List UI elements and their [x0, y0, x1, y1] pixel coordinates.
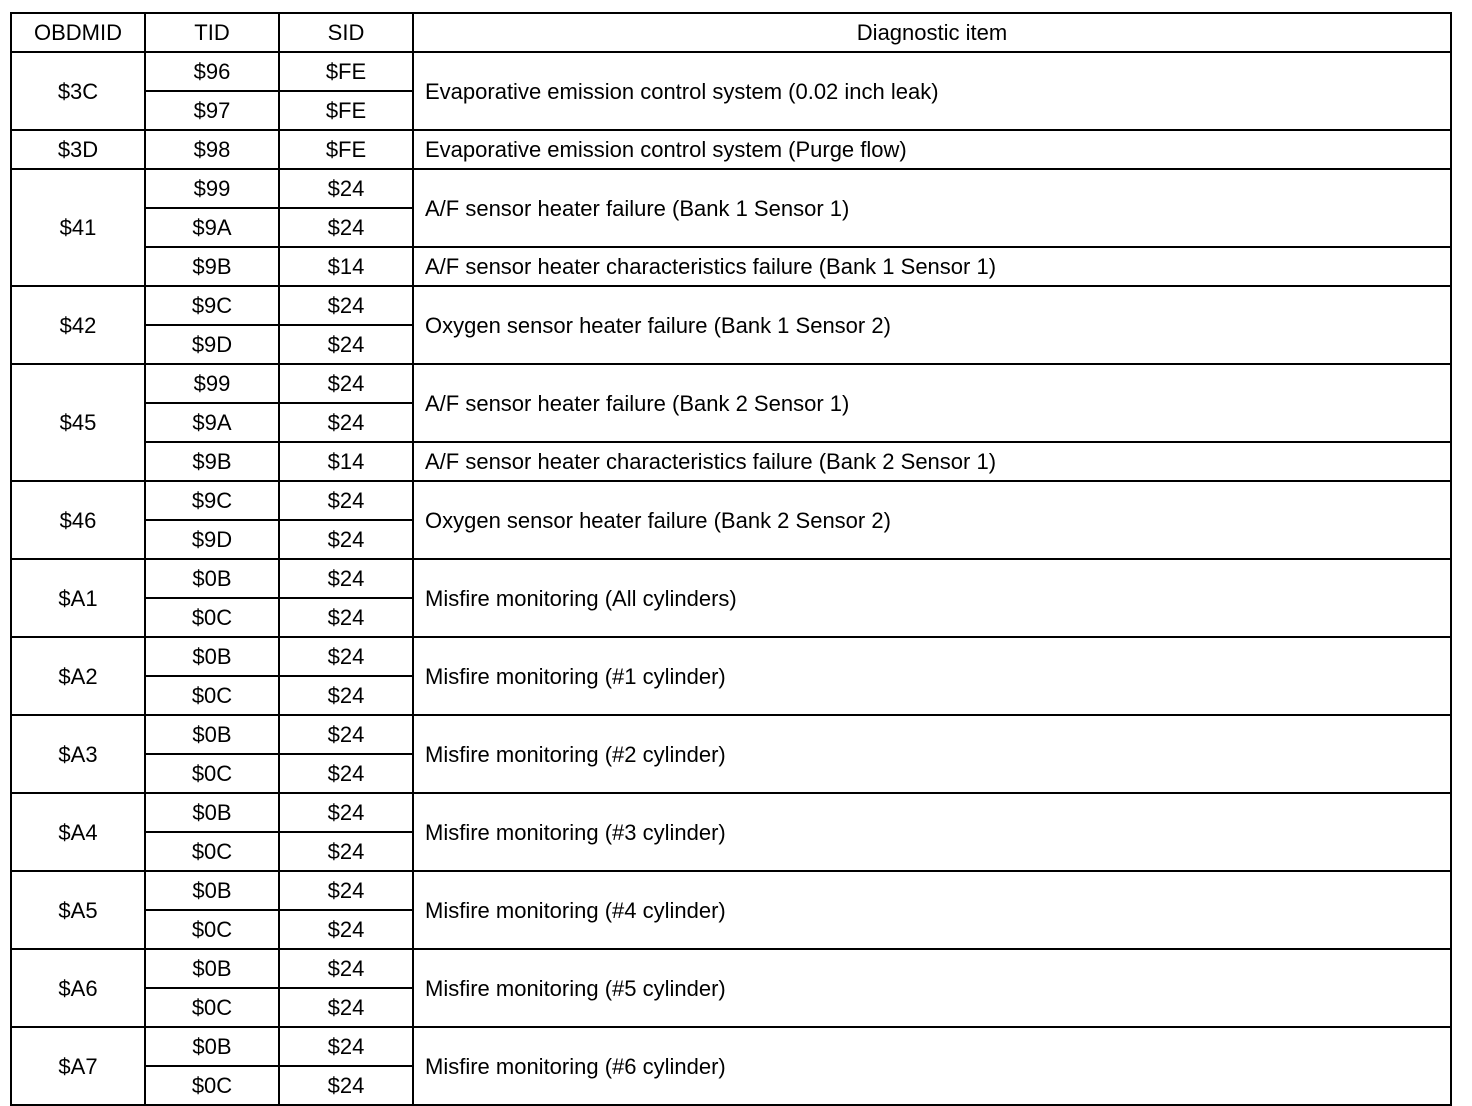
tid-cell: $0C: [145, 754, 279, 793]
tid-cell: $9A: [145, 208, 279, 247]
table-row: [11, 286, 1451, 325]
tid-cell: $0C: [145, 598, 279, 637]
obdmid-cell: $42: [11, 286, 145, 364]
sid-cell: $24: [279, 1066, 413, 1105]
tid-cell: $0C: [145, 832, 279, 871]
sid-cell: $24: [279, 481, 413, 520]
tid-cell: $0C: [145, 1066, 279, 1105]
tid-cell: $9D: [145, 520, 279, 559]
obd-monitor-table: [10, 12, 1452, 1106]
sid-cell: $24: [279, 325, 413, 364]
sid-cell: $FE: [279, 52, 413, 91]
sid-cell: $14: [279, 247, 413, 286]
sid-cell: $24: [279, 676, 413, 715]
tid-cell: $0B: [145, 949, 279, 988]
obdmid-cell: $A7: [11, 1027, 145, 1105]
diagnostic-item-cell: Misfire monitoring (#3 cylinder): [413, 793, 1451, 871]
diagnostic-item-cell: Misfire monitoring (#6 cylinder): [413, 1027, 1451, 1105]
table-row: [11, 793, 1451, 832]
table-row: [11, 52, 1451, 91]
table-row: [11, 247, 1451, 286]
table-body: [11, 52, 1451, 1105]
header-sid: SID: [279, 13, 413, 52]
header-diagnostic-item: Diagnostic item: [413, 13, 1451, 52]
diagnostic-item-cell: Oxygen sensor heater failure (Bank 1 Sensor 2): [413, 286, 1451, 364]
tid-cell: $0C: [145, 676, 279, 715]
obdmid-cell: $3C: [11, 52, 145, 130]
header-tid: TID: [145, 13, 279, 52]
tid-cell: $0B: [145, 1027, 279, 1066]
obdmid-cell: $46: [11, 481, 145, 559]
obdmid-cell: $A3: [11, 715, 145, 793]
tid-cell: $0B: [145, 871, 279, 910]
sid-cell: $24: [279, 520, 413, 559]
sid-cell: $24: [279, 208, 413, 247]
diagnostic-item-cell: Misfire monitoring (#2 cylinder): [413, 715, 1451, 793]
diagnostic-item-cell: Misfire monitoring (#4 cylinder): [413, 871, 1451, 949]
header-obdmid: OBDMID: [11, 13, 145, 52]
sid-cell: $24: [279, 949, 413, 988]
obdmid-cell: $45: [11, 364, 145, 481]
table-row: [11, 949, 1451, 988]
tid-cell: $0C: [145, 910, 279, 949]
diagnostic-item-cell: A/F sensor heater failure (Bank 1 Sensor 1): [413, 169, 1451, 247]
sid-cell: $24: [279, 754, 413, 793]
tid-cell: $0B: [145, 559, 279, 598]
tid-cell: $96: [145, 52, 279, 91]
tid-cell: $0B: [145, 637, 279, 676]
sid-cell: $14: [279, 442, 413, 481]
diagnostic-item-cell: A/F sensor heater characteristics failure (Bank 1 Sensor 1): [413, 247, 1451, 286]
tid-cell: $9B: [145, 442, 279, 481]
tid-cell: $97: [145, 91, 279, 130]
tid-cell: $98: [145, 130, 279, 169]
table-row: [11, 637, 1451, 676]
obdmid-cell: $A1: [11, 559, 145, 637]
sid-cell: $24: [279, 169, 413, 208]
table-row: [11, 1027, 1451, 1066]
sid-cell: $24: [279, 286, 413, 325]
table-row: [11, 130, 1451, 169]
tid-cell: $9C: [145, 481, 279, 520]
obdmid-cell: $41: [11, 169, 145, 286]
table-row: [11, 169, 1451, 208]
table-row: [11, 871, 1451, 910]
tid-cell: $9A: [145, 403, 279, 442]
obdmid-cell: $A6: [11, 949, 145, 1027]
diagnostic-item-cell: Oxygen sensor heater failure (Bank 2 Sensor 2): [413, 481, 1451, 559]
diagnostic-item-cell: Evaporative emission control system (0.02 inch leak): [413, 52, 1451, 130]
sid-cell: $24: [279, 793, 413, 832]
tid-cell: $0B: [145, 715, 279, 754]
tid-cell: $99: [145, 169, 279, 208]
diagnostic-item-cell: A/F sensor heater failure (Bank 2 Sensor 1): [413, 364, 1451, 442]
obdmid-cell: $A4: [11, 793, 145, 871]
table-row: [11, 715, 1451, 754]
diagnostic-item-cell: Evaporative emission control system (Purge flow): [413, 130, 1451, 169]
sid-cell: $FE: [279, 91, 413, 130]
sid-cell: $24: [279, 364, 413, 403]
table-row: [11, 481, 1451, 520]
tid-cell: $0C: [145, 988, 279, 1027]
obdmid-cell: $3D: [11, 130, 145, 169]
sid-cell: $24: [279, 988, 413, 1027]
diagnostic-item-cell: Misfire monitoring (All cylinders): [413, 559, 1451, 637]
tid-cell: $9C: [145, 286, 279, 325]
diagnostic-item-cell: Misfire monitoring (#5 cylinder): [413, 949, 1451, 1027]
table-row: [11, 559, 1451, 598]
sid-cell: $FE: [279, 130, 413, 169]
sid-cell: $24: [279, 559, 413, 598]
tid-cell: $9D: [145, 325, 279, 364]
obdmid-cell: $A2: [11, 637, 145, 715]
sid-cell: $24: [279, 832, 413, 871]
sid-cell: $24: [279, 910, 413, 949]
sid-cell: $24: [279, 637, 413, 676]
sid-cell: $24: [279, 598, 413, 637]
diagnostic-item-cell: A/F sensor heater characteristics failure (Bank 2 Sensor 1): [413, 442, 1451, 481]
sid-cell: $24: [279, 715, 413, 754]
sid-cell: $24: [279, 871, 413, 910]
sid-cell: $24: [279, 403, 413, 442]
table-row: [11, 364, 1451, 403]
tid-cell: $99: [145, 364, 279, 403]
diagnostic-item-cell: Misfire monitoring (#1 cylinder): [413, 637, 1451, 715]
header-row: [11, 13, 1451, 52]
obdmid-cell: $A5: [11, 871, 145, 949]
table-row: [11, 442, 1451, 481]
sid-cell: $24: [279, 1027, 413, 1066]
tid-cell: $0B: [145, 793, 279, 832]
tid-cell: $9B: [145, 247, 279, 286]
